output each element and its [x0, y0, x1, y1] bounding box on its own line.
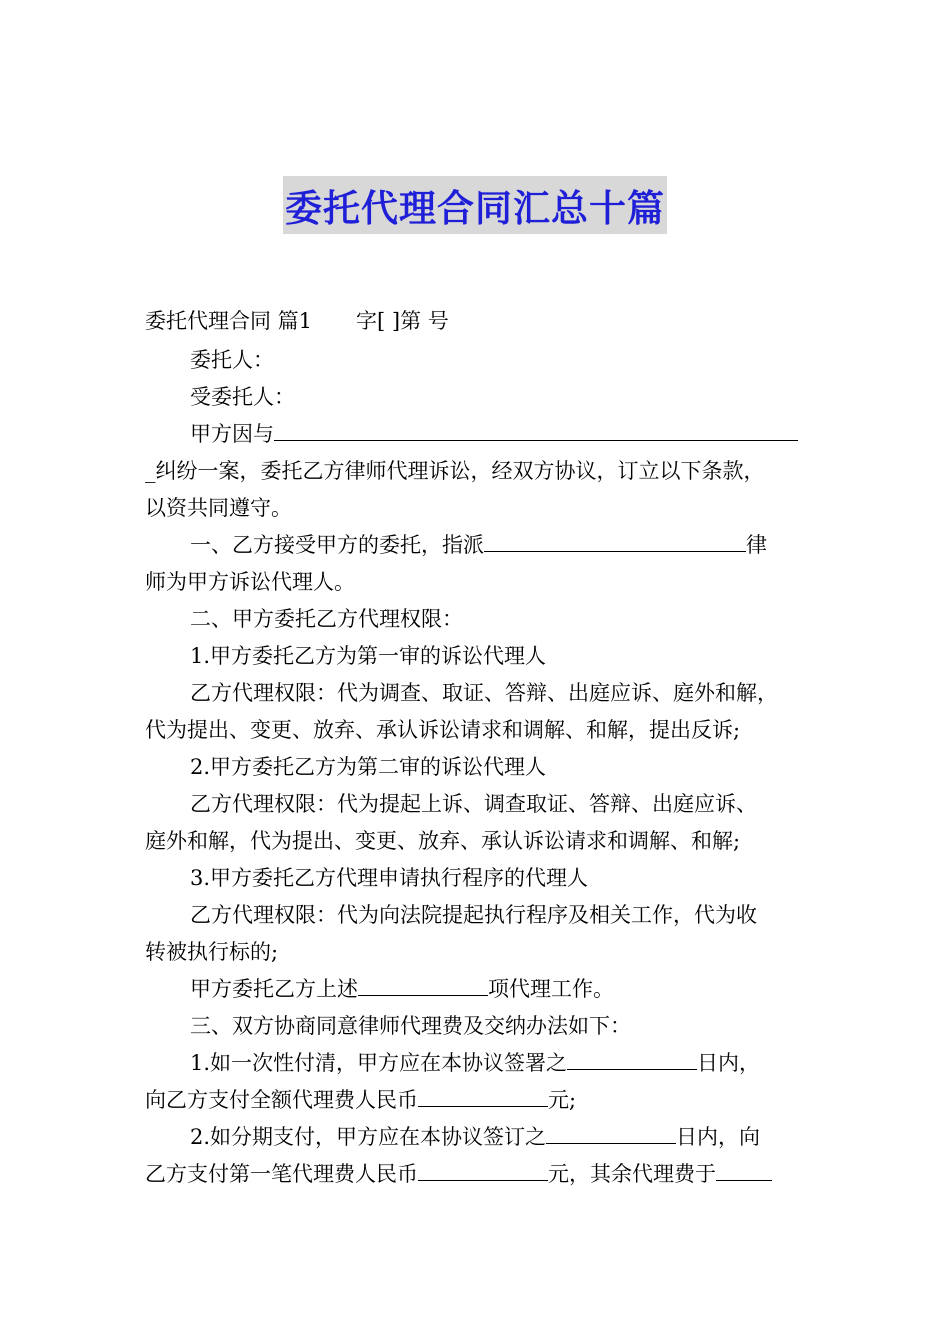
- clause3-item1-lead: 1.如一次性付清，甲方应在本协议签署之: [190, 1051, 568, 1075]
- clause1-tail: 律: [746, 533, 767, 557]
- summary-tail: 项代理工作。: [488, 977, 614, 1001]
- clause1-line-1: [190, 530, 870, 560]
- summary-lead: 甲方委托乙方上述: [190, 977, 358, 1001]
- first-payment-amount-blank: [418, 1160, 548, 1181]
- clause2-item2-line1: 乙方代理权限：代为提起上诉、调查取证、答辩、出庭应诉、: [190, 792, 757, 816]
- lawyer-name-blank: [484, 531, 746, 552]
- clause3-item2-lead: 2.如分期支付，甲方应在本协议签订之: [190, 1125, 547, 1149]
- intro-lead: 甲方因与: [190, 422, 274, 446]
- clause2-item3-line1: 乙方代理权限：代为向法院提起执行程序及相关工作，代为收: [190, 903, 757, 927]
- clause2-heading: 二、甲方委托乙方代理权限：: [190, 607, 463, 631]
- principal-label: 委托人：: [190, 348, 274, 372]
- clause3-item1-line2: [145, 1085, 825, 1115]
- document-reference: 字[ ]第 号: [356, 309, 449, 333]
- clause2-item1-line2: 代为提出、变更、放弃、承认诉讼请求和调解、和解，提出反诉;: [145, 718, 741, 742]
- agent-label: 受委托人：: [190, 385, 295, 409]
- item-count-blank: [358, 975, 488, 996]
- clause3-item1-line2-lead: 向乙方支付全额代理费人民币: [145, 1088, 418, 1112]
- title-container: [0, 176, 950, 234]
- clause3-item1-line1: [190, 1048, 870, 1078]
- clause3-item2-line1: [190, 1122, 870, 1152]
- clause2-item2-line2: 庭外和解，代为提出、变更、放弃、承认诉讼请求和调解、和解;: [145, 829, 741, 853]
- full-fee-amount-blank: [418, 1086, 548, 1107]
- clause2-item2-title: 2.甲方委托乙方为第二审的诉讼代理人: [190, 755, 547, 779]
- clause3-heading: 三、双方协商同意律师代理费及交纳办法如下：: [190, 1014, 631, 1038]
- section-heading-line: [145, 306, 825, 336]
- clause3-item2-tail: 日内，向: [676, 1125, 761, 1149]
- remaining-fee-blank: [716, 1160, 772, 1181]
- clause2-item3-line2: 转被执行标的;: [145, 940, 279, 964]
- intro-line-3: 以资共同遵守。: [145, 496, 292, 520]
- clause3-item1-line2-tail: 元;: [548, 1088, 577, 1112]
- clause2-item1-line1: 乙方代理权限：代为调查、取证、答辩、出庭应诉、庭外和解，: [190, 681, 778, 705]
- clause2-item1-title: 1.甲方委托乙方为第一审的诉讼代理人: [190, 644, 547, 668]
- clause3-item2-line2-mid: 元，其余代理费于: [548, 1162, 716, 1186]
- clause3-item1-tail: 日内，: [697, 1051, 761, 1075]
- clause1-line-2: 师为甲方诉讼代理人。: [145, 570, 355, 594]
- clause2-summary: [190, 974, 870, 1004]
- document-title: 委托代理合同汇总十篇: [283, 176, 667, 234]
- clause1-lead: 一、乙方接受甲方的委托，指派: [190, 533, 484, 557]
- clause3-item2-line2-lead: 乙方支付第一笔代理费人民币: [145, 1162, 418, 1186]
- section-heading: 委托代理合同 篇1: [145, 309, 313, 333]
- intro-line-1: [190, 419, 870, 449]
- lump-sum-days-blank: [567, 1049, 697, 1070]
- intro-line-2: _纠纷一案，委托乙方律师代理诉讼，经双方协议，订立以下条款，: [145, 459, 765, 483]
- clause2-item3-title: 3.甲方委托乙方代理申请执行程序的代理人: [190, 866, 589, 890]
- dispute-party-blank: [274, 420, 798, 441]
- clause3-item2-line2: [145, 1159, 825, 1189]
- installment-days-blank: [546, 1123, 676, 1144]
